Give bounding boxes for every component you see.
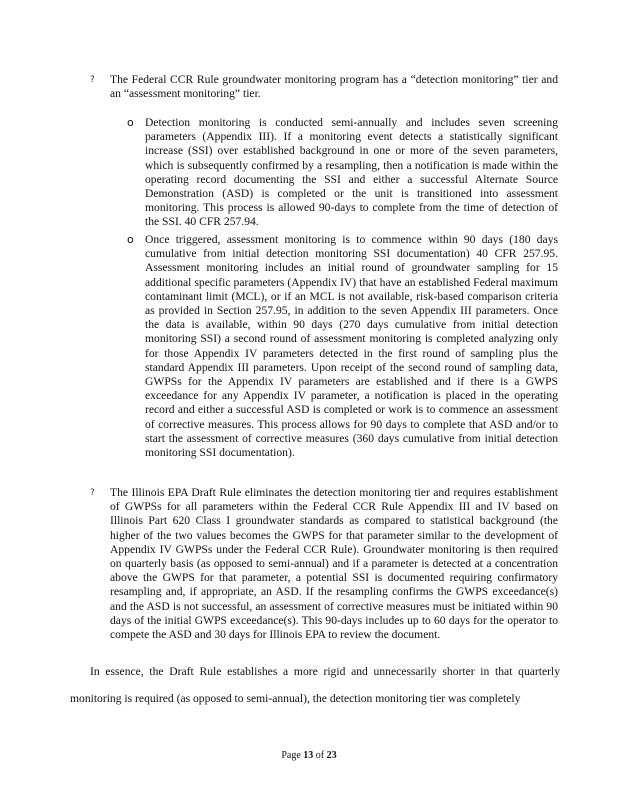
bullet-text: The Federal CCR Rule groundwater monitoring program has a “detection monitoring” tier and an “assessment monitoring” tier. — [110, 73, 558, 101]
sub-bullet-marker: o — [127, 116, 134, 129]
closing-paragraph-text: In essence, the Draft Rule establishes a more rigid and unnecessarily shorter in that quarterly monitoring is required (as opposed to semi-annual), the detection monitoring tier was completely — [70, 665, 560, 705]
page-of-label: of — [315, 750, 325, 761]
page-label: Page — [281, 750, 301, 761]
bullet-text: The Illinois EPA Draft Rule eliminates the detection monitoring tier and requires establishment of GWPSs for all parameters within the Federal CCR Rule Appendix III and IV based on Illinois Part 620 Class I groundwater standards as compared to statistical background (the higher of the two values becomes the GWPS for that parameter similar to the development of Appendix IV GWPSs under the Federal CCR Rule). Groundwater monitoring is then required on quarterly basis (as opposed to semi-annual) and if a parameter is detected at a concentration above the GWPS for that parameter, a potential SSI is documented requiring confirmatory resampling and, if appropriate, an ASD. If the resampling confirms the GWPS exceedance(s) and the ASD is not successful, an assessment of corrective measures must be initiated within 90 days of the initial GWPS exceedance(s). This 90-days includes up to 60 days for the operator to compete the ASD and 30 days for Illinois EPA to review the document. — [110, 486, 558, 642]
sub-bullet-item — [127, 233, 567, 460]
page-footer — [0, 749, 618, 763]
closing-paragraph — [70, 658, 560, 712]
sub-bullet-text: Once triggered, assessment monitoring is to commence within 90 days (180 days cumulative from initial detection monitoring SSI documentation) 40 CFR 257.95. Assessment monitoring includes an initial round of groundwater sampling for 15 additional specific parameters (Appendix IV) that have an established Federal maximum contaminant limit (MCL), or if an MCL is not available, risk-based comparison criteria as provided in Section 257.95, in addition to the seven Appendix III parameters. Once the data is available, within 90 days (270 days cumulative from initial detection monitoring SSI) a second round of assessment monitoring is completed analyzing only for those Appendix IV parameters detected in the first round of sampling plus the standard Appendix III parameters. Upon receipt of the second round of sampling data, GWPSs for the Appendix IV parameters are established and if there is a GWPS exceedance for any Appendix IV parameter, a notification is placed in the operating record and either a successful ASD is completed or work is to commence an assessment of corrective measures. This process allows for 90 days to complete that ASD and/or to start the assessment of corrective measures (360 days cumulative from initial detection monitoring SSI documentation). — [145, 233, 558, 460]
sub-bullet-marker: o — [127, 233, 134, 246]
bullet-item — [90, 486, 570, 642]
sub-bullet-item — [127, 116, 567, 230]
bullet-marker: ? — [90, 75, 95, 85]
sub-bullet-text: Detection monitoring is conducted semi-annually and includes seven screening parameters (Appendix III). If a monitoring event detects a statistically significant increase (SSI) over established background in one or more of the seven parameters, which is subsequently confirmed by a resampling, then a notification is made within the operating record documenting the SSI and either a successful Alternate Source Demonstration (ASD) is completed or the unit is transitioned into assessment monitoring. This process is allowed 90-days to complete from the time of detection of the SSI. 40 CFR 257.94. — [145, 116, 558, 229]
bullet-marker: ? — [90, 488, 95, 498]
page-number-current: 13 — [303, 750, 314, 761]
page-number-total: 23 — [326, 750, 337, 761]
bullet-item — [90, 73, 570, 101]
